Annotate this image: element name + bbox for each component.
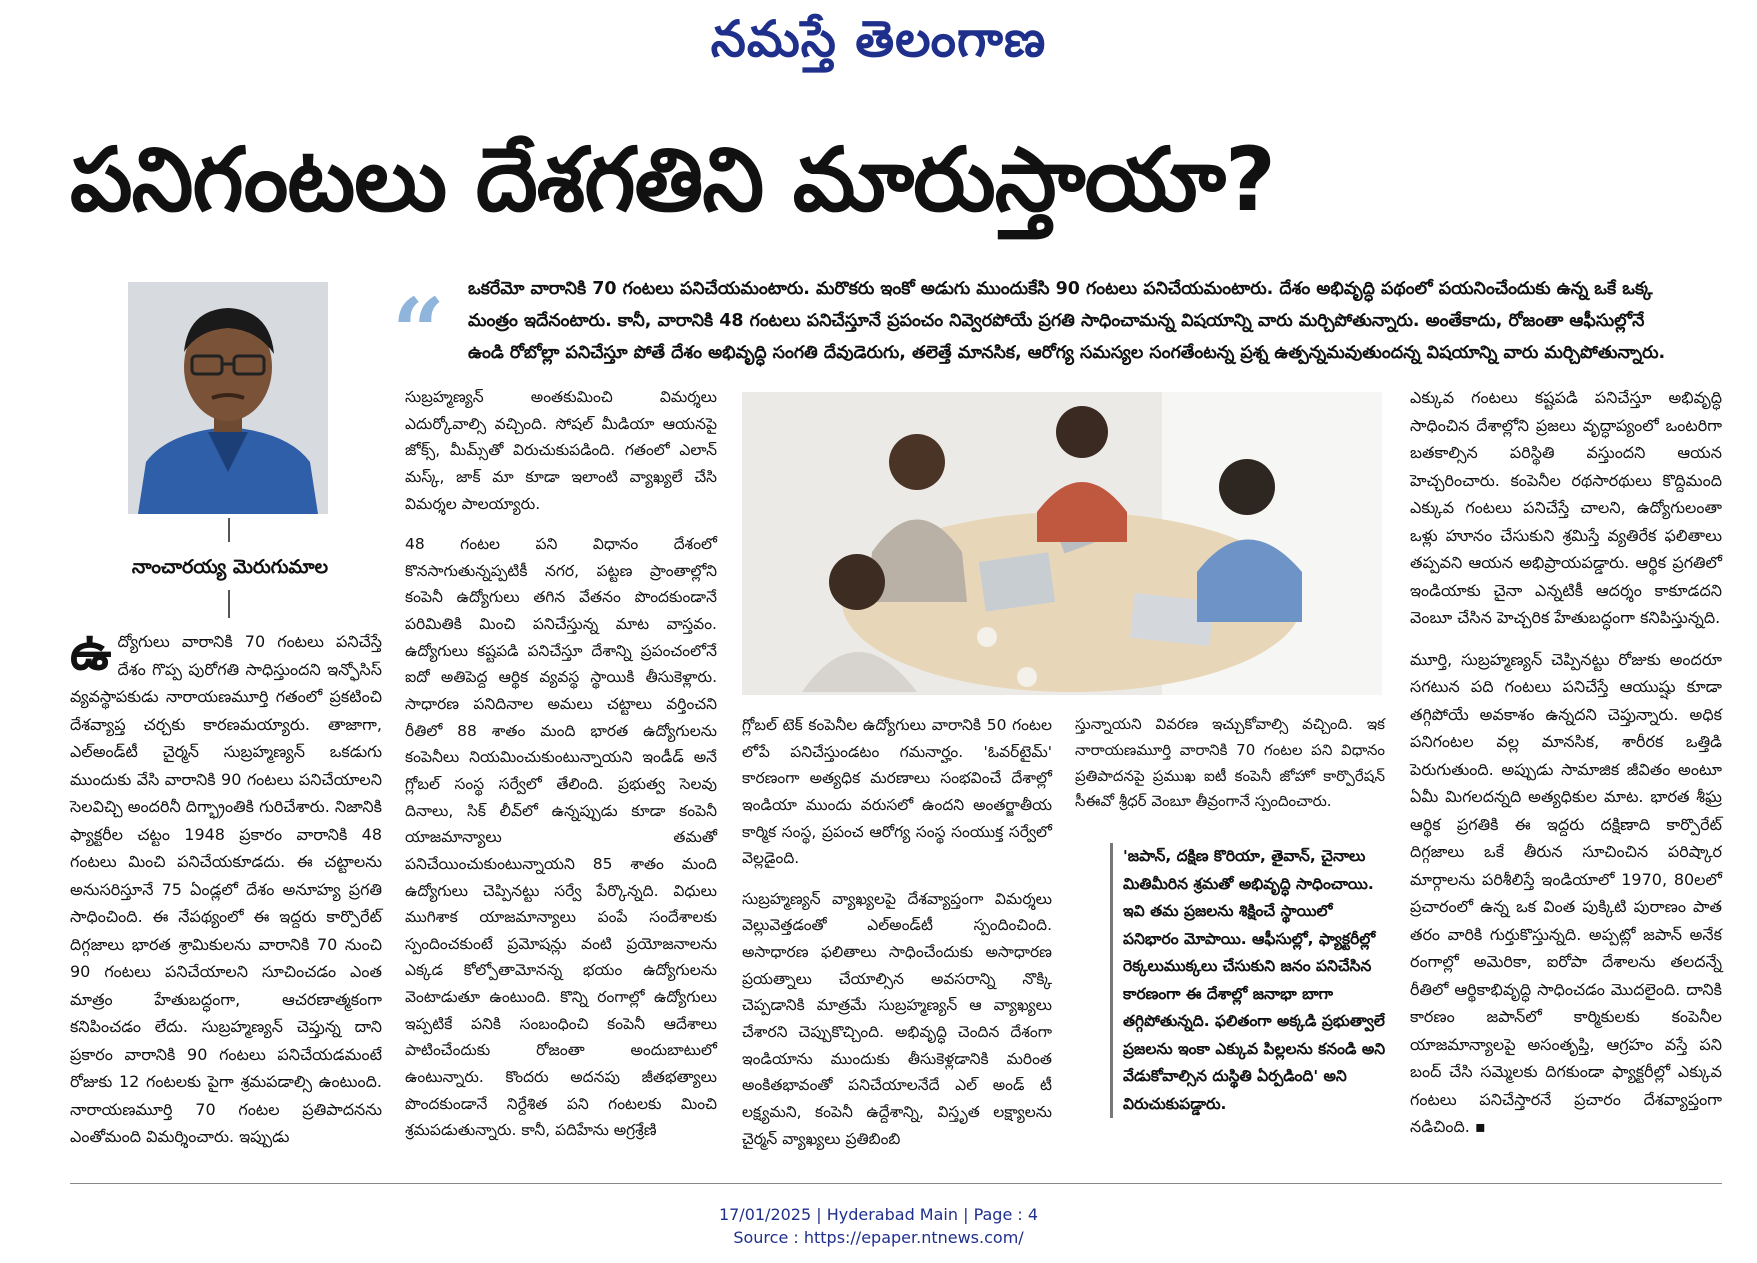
footer-source-link[interactable]: Source : https://epaper.ntnews.com/ [733,1228,1024,1247]
footer-divider [70,1183,1722,1184]
pull-quote: 'జపాన్, దక్షిణ కొరియా, తైవాన్, చైనాలు మితిమీరిన శ్రమతో అభివృద్ధి సాధించాయి. ఇవి తమ ప్రజలను శిక్షించే స్థాయిలో పనిభారం మోపాయి. ఆఫీసుల్లో, ఫ్యాక్టరీల్లో రెక్కలుముక్కలు చేసుకుని జనం పనిచేసిన కారణంగా ఈ దేశాల్లో జనాభా బాగా తగ్గిపోతున్నది. ఫలితంగా అక్కడి ప్రభుత్వాలే ప్రజలను ఇంకా ఎక్కువ పిల్లలను కనండి అని వేడుకోవాల్సిన దుస్థితి ఏర్పడింది' అని విరుచుకుపడ్డారు. [1110,843,1393,1118]
quote-mark-icon: “ [392,278,445,386]
article-column-1 [70,622,382,1151]
article-intro: ఒకరేమో వారానికి 70 గంటలు పనిచేయమంటారు. మరొకరు ఇంకో అడుగు ముందుకేసి 90 గంటలు పనిచేయమంటారు. దేశం అభివృద్ధి పథంలో పయనించేందుకు ఉన్న ఒకే ఒక్క మంత్రం ఇదేనంటారు. కానీ, వారానికి 48 గంటలు పనిచేస్తూనే ప్రపంచం నివ్వెరపోయే ప్రగతి సాధించామన్న విషయాన్ని వారు మర్చిపోతున్నారు. అంతేకాదు, రోజంతా ఆఫీసుల్లోనే ఉండి రోబోల్లా పనిచేస్తూ పోతే దేశం అభివృద్ధి సంగతి దేవుడెరుగు, తలెత్తే మానసిక, ఆరోగ్య సమస్యల సంగతేంటన్న ప్రశ్న ఉత్పన్నమవుతుందన్న విషయాన్ని వారు మర్చిపోతున్నారు. [468,279,1666,363]
office-meeting-photo [742,392,1382,695]
footer-edition-info: 17/01/2025 | Hyderabad Main | Page : 4 [718,1205,1039,1224]
author-byline: నాంచారయ్య మెరుగుమాల [131,556,329,578]
article-column-5 [1410,384,1722,1155]
byline-rule-top [228,518,230,542]
article-column-4 [1075,712,1385,829]
article-column-3 [742,712,1052,1166]
column-2-paragraph-1: సుబ్రహ్మణ్యన్ అంతకుమించి విమర్శలు ఎదుర్కోవాల్సి వచ్చింది. సోషల్ మీడియా ఆయనపై జోక్స్, మీమ్స్‌తో విరుచుకుపడింది. గతంలో ఎలాన్ మస్క్, జాక్ మా కూడా ఇలాంటి వ్యాఖ్యలే చేసి విమర్శల పాలయ్యారు. [405,388,717,513]
byline-rule-bottom [228,590,230,618]
column-3-paragraph-2: సుబ్రహ్మణ్యన్ వ్యాఖ్యలపై దేశవ్యాప్తంగా విమర్శలు వెల్లువెత్తడంతో ఎల్అండ్‌టీ స్పందించింది. అసాధారణ ఫలితాలు సాధించేందుకు అసాధారణ ప్రయత్నాలు చేయాల్సిన అవసరాన్ని నొక్కి చెప్పడానికి మాత్రమే సుబ్రహ్మణ్యన్ ఆ వ్యాఖ్యలు చేశారని చెప్పుకొచ్చింది. అభివృద్ధి చెందిన దేశంగా ఇండియాను ముందుకు తీసుకెళ్లడానికి మరింత అంకితభావంతో పనిచేయాలనేదే ఎల్ అండ్ టీ లక్ష్యమని, కంపెనీ ఉద్దేశాన్ని, విస్తృత లక్ష్యాలను చైర్మన్ వ్యాఖ్యలు ప్రతిబింబి [742,889,1052,1148]
page-headline: పనిగంటలు దేశగతిని మారుస్తాయా? [70,128,1275,231]
author-photo [128,282,328,514]
column-1-text: ద్యోగులు వారానికి 70 గంటలు పనిచేస్తే దేశం గొప్ప పురోగతి సాధిస్తుందని ఇన్ఫోసిస్ వ్యవస్థాపకుడు నారాయణమూర్తి గతంలో ప్రకటించి దేశవ్యాప్త చర్చకు కారణమయ్యారు. తాజాగా, ఎల్అండ్‌టీ చైర్మన్ సుబ్రహ్మణ్యన్ ఒకడుగు ముందుకు వేసి వారానికి 90 గంటలు పనిచేయాలని సెలవిచ్చి అందరినీ దిగ్భ్రాంతికి గురిచేశారు. నిజానికి ఫ్యాక్టరీల చట్టం 1948 ప్రకారం వారానికి 48 గంటలు మించి పనిచేయకూడదు. ఈ చట్టాలను అనుసరిస్తూనే 75 ఏండ్లలో దేశం అనూహ్య ప్రగతి సాధించింది. ఈ నేపథ్యంలో ఈ ఇద్దరు కార్పొరేట్ దిగ్గజాలు భారత శ్రామికులను వారానికి 70 నుంచి 90 గంటలు పనిచేయాలని సూచించడం ఎంత మాత్రం హేతుబద్ధంగా, ఆచరణాత్మకంగా కనిపించడం లేదు. సుబ్రహ్మణ్యన్ చెప్తున్న దాని ప్రకారం వారానికి 90 గంటలు పనిచేయడమంటే రోజుకు 12 గంటలకు పైగా శ్రమపడాల్సి ఉంటుంది. నారాయణమూర్తి 70 గంటల ప్రతిపాదనను ఎంతోమంది విమర్శించారు. ఇప్పుడు [70,632,382,1146]
article-column-2 [405,384,717,1158]
drop-cap: ఉ [70,622,112,682]
column-5-paragraph-1: ఎక్కువ గంటలు కష్టపడి పనిచేస్తూ అభివృద్ధి సాధించిన దేశాల్లోని ప్రజలు వృద్ధాప్యంలో ఒంటరిగా బతకాల్సిన పరిస్థితి వస్తుందని ఆయన హెచ్చరించారు. కంపెనీల రథసారథులు కొద్దిమంది ఎక్కువ గంటలు పనిచేస్తే చాలని, ఉద్యోగులంతా ఒళ్లు హూనం చేసుకుని శ్రమిస్తే వ్యతిరేక ఫలితాలు తప్పవని ఆయన అభిప్రాయపడ్డారు. ఆర్థిక ప్రగతిలో ఇండియాకు చైనా ఎన్నటికీ ఆదర్శం కాకూడదని వెంబూ చేసిన హెచ్చరిక హేతుబద్ధంగా కనిపిస్తున్నది. [1410,388,1722,627]
column-2-paragraph-2: 48 గంటల పని విధానం దేశంలో కొనసాగుతున్నప్పటికీ నగర, పట్టణ ప్రాంతాల్లోని కంపెనీ ఉద్యోగులు తగిన వేతనం పొందకుండానే పరిమితికి మించి పనిచేస్తున్న మాట వాస్తవం. ఉద్యోగులు కష్టపడి పనిచేస్తూ దేశాన్ని ప్రపంచంలోనే ఐదో అతిపెద్ద ఆర్థిక వ్యవస్థ స్థాయికి తీసుకెళ్లారు. సాధారణ పనిదినాల అమలు చట్టాలు వర్తించని రీతిలో 88 శాతం మంది భారత ఉద్యోగులను కంపెనీలు నియమించుకుంటున్నాయని ఇండీడ్ అనే గ్లోబల్ సంస్థ సర్వేలో తేలింది. ప్రభుత్వ సెలవు దినాలు, సిక్ లీవ్‌లో ఉన్నప్పుడు కూడా కంపెనీ యాజమాన్యాలు తమతో పనిచేయించుకుంటున్నాయని 85 శాతం మంది ఉద్యోగులు చెప్పినట్టు సర్వే పేర్కొన్నది. విధులు ముగిశాక యాజమాన్యాలు పంపే సందేశాలకు స్పందించకుంటే ప్రమోషన్లు వంటి ప్రయోజనాలను ఎక్కడ కోల్పోతామోనన్న భయం ఉద్యోగులను వెంటాడుతూ ఉంటుంది. కొన్ని రంగాల్లో ఉద్యోగులు ఇప్పటికే పనికి సంబంధించి కంపెనీ ఆదేశాలు పాటించేందుకు రోజంతా అందుబాటులో ఉంటున్నారు. కొందరు అదనపు జీతభత్యాలు పొందకుండానే నిర్దేశిత పని గంటలకు మించి శ్రమపడుతున్నారు. కానీ, పదిహేను అగ్రశ్రేణి [405,535,717,1140]
column-5-paragraph-2: మూర్తి, సుబ్రహ్మణ్యన్ చెప్పినట్టు రోజుకు అందరూ సగటున పది గంటలు పనిచేస్తే ఆయుష్షు కూడా తగ్గిపోయే అవకాశం ఉన్నదని చెప్తున్నారు. అధిక పనిగంటల వల్ల మానసిక, శారీరక ఒత్తిడి పెరుగుతుంది. అప్పుడు సామాజిక జీవితం అంటూ ఏమీ మిగలదన్నది అత్యధికుల మాట. భారత శీఘ్ర ఆర్థిక ప్రగతికి ఈ ఇద్దరు దక్షిణాది కార్పొరేట్ దిగ్గజాలు ఒకే తీరున సూచించిన పరిష్కార మార్గాలను పరిశీలిస్తే ఇండియాలో 1970, 80లలో ప్రచారంలో ఉన్న ఒక వింత పుక్కిటి పురాణం పాత తరం వారికి గుర్తుకొస్తున్నది. అప్పట్లో జపాన్ అనేక రంగాల్లో అమెరికా, ఐరోపా దేశాలను తలదన్నే రీతిలో ఆర్థికాభివృద్ధి సాధించడం మొదలైంది. దానికి కారణం జపాన్‌లో కార్మికులకు కంపెనీల యాజమాన్యాలపై అసంతృప్తి, ఆగ్రహం వస్తే పని బంద్ చేసి సమ్మెలకు దిగకుండా ఫ్యాక్టరీల్లో ఎక్కువ గంటలు పనిచేస్తారనే ప్రచారం దేశవ్యాప్తంగా నడిచింది. ▪ [1410,649,1722,1136]
column-4-paragraph-1: స్తున్నాయని వివరణ ఇచ్చుకోవాల్సి వచ్చింది. ఇక నారాయణమూర్తి వారానికి 70 గంటల పని విధానం ప్రతిపాదనపై ప్రముఖ ఐటీ కంపెనీ జోహో కార్పొరేషన్ సీఈవో శ్రీధర్ వెంబూ తీవ్రంగానే స్పందించారు. [1075,715,1385,811]
column-3-paragraph-1: గ్లోబల్ టెక్ కంపెనీల ఉద్యోగులు వారానికి 50 గంటల లోపే పనిచేస్తుండటం గమనార్హం. 'ఓవర్‌టైమ్' కారణంగా అత్యధిక మరణాలు సంభవించే దేశాల్లో ఇండియా ముందు వరుసలో ఉందని అంతర్జాతీయ కార్మిక సంస్థ, ప్రపంచ ఆరోగ్య సంస్థ సంయుక్త సర్వేలో వెల్లడైంది. [742,716,1052,868]
masthead-logo: నమస్తే తెలంగాణ [710,10,1047,68]
